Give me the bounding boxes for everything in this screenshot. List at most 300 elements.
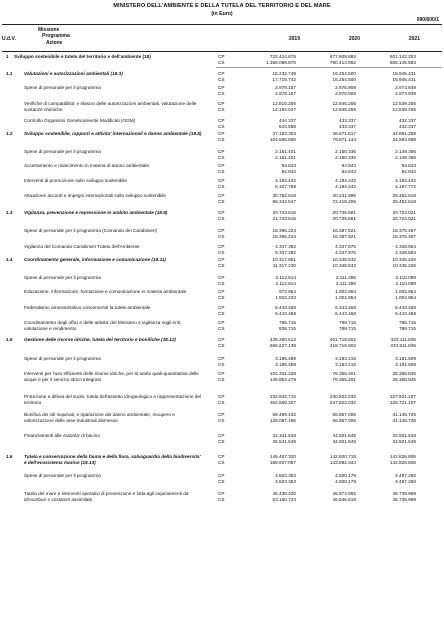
cp-value: 4.194.442 [335,178,356,183]
row-values-2019 [240,71,296,82]
row-kind: CP CS [218,275,225,286]
cs-value: 433.337 [339,123,356,129]
cp-value: 12.539.255 [392,101,416,106]
row-kind: CP CS [218,101,225,112]
cp-value: 34.891.259 [392,131,416,136]
row-udv: 1.5 [6,337,13,342]
cs-value: 4.197.772 [395,183,416,189]
row-kind: CP CS [218,54,225,65]
cp-value: 30.231.996 [332,193,356,198]
cp-value: 45.436.420 [272,491,296,496]
row-label: Valutazioni e autorizzazioni ambientali (18.3) [24,71,123,76]
cs-value: 17.715.742 [272,76,296,82]
row-values-2021 [360,473,416,484]
row-values-2019 [240,491,296,502]
row-label: Gestione delle risorse idriche, tutela del territorio e bonifiche (18.12) [24,337,176,342]
cs-value: 96.342.547 [272,198,296,204]
row-values-2019 [240,228,296,239]
cs-value: 3.185.489 [275,361,296,367]
cp-value: 37.193.304 [272,131,296,136]
row-values-2021 [360,257,416,268]
cs-value: 6.443.468 [335,310,356,316]
cs-value: 11.317.230 [272,262,296,268]
cp-value: 4.194.442 [395,178,416,183]
row-values-2019 [240,257,296,268]
cp-value: 16.375.467 [392,228,416,233]
row-values-2019 [240,193,296,204]
row-values-2021 [360,85,416,96]
row-values-2020 [300,71,356,82]
row-values-2020 [300,320,356,331]
row-values-2019 [240,54,296,65]
row-values-2019 [240,210,296,221]
row-label: Sviluppo sostenibile e tutela del territorio e dell'ambiente (18) [14,54,151,59]
row-values-2020 [300,394,356,405]
row-values-2021 [360,149,416,160]
cp-value: 4.500.179 [335,473,356,478]
cs-value: 28.452.618 [392,198,416,204]
row-label: Bonifica dei siti inquinati, e riparazione del danno ambientale, recupero e valorizzazione delle aree industriali dismesse [24,412,175,423]
cs-value: 94.843 [341,168,356,174]
row-label: Tutela del mare e interventi operativi di prevenzione e lotta agli inquinamenti da idrocarburi e sostanze assimilate [24,491,189,502]
row-values-2021 [360,275,416,286]
cp-value: 56.857.005 [332,412,356,417]
row-udv: 1.1 [6,71,13,76]
cp-value: 3.181.509 [395,356,416,361]
header-year-2019: 2019 [288,36,300,42]
cp-value: 45.739.999 [392,491,416,496]
row-values-2021 [360,54,416,65]
cp-value: 16.254.500 [332,71,356,76]
header-udv: U.d.V. [2,36,16,42]
row-kind: CP CS [218,337,225,348]
row-values-2020 [300,305,356,316]
row-label: Controllo Organismi Geneticamente Modificati (OGM) [24,118,136,123]
cs-value: 364.558.327 [269,399,296,405]
cs-value: 76.355.401 [332,376,356,382]
cp-value: 16.396.224 [272,228,296,233]
cs-value: 21.743.616 [272,215,296,221]
cs-value: 12.845.255 [332,106,356,112]
row-values-2020 [300,149,356,160]
cp-value: 34.341.649 [272,433,296,438]
cp-value: 6.443.468 [335,305,356,310]
row-values-2019 [240,305,296,316]
row-kind: CP CS [218,178,225,189]
row-values-2019 [240,244,296,255]
row-values-2019 [240,473,296,484]
cp-value: 227.921.107 [389,394,416,399]
row-values-2019 [240,178,296,189]
row-label: Spese di personale per il programma (Comando dei Carabinieri) [24,228,158,233]
header-missione-programma-azione [38,27,70,46]
cs-value: 2.973.839 [395,90,416,96]
cs-value: 143.892.344 [329,459,356,465]
row-values-2019 [240,275,296,286]
cp-value: 2.973.839 [395,85,416,90]
cp-value: 142.920.718 [329,454,356,459]
cp-value: 94.843 [281,163,296,168]
row-label: Interventi di promozione sullo sviluppo sostenibile [24,178,127,183]
cp-value: 1.002.954 [395,289,416,294]
cp-value: 20.743.616 [272,210,296,215]
cp-value: 333.111.836 [390,337,416,342]
cs-value: 104.696.550 [269,136,296,142]
row-values-2019 [240,118,296,129]
cs-value: 2.149.356 [395,154,416,160]
row-values-2020 [300,412,356,423]
cp-value: 3.185.489 [275,356,296,361]
row-values-2019 [240,289,296,300]
cs-value: 26.358.845 [392,376,416,382]
cp-value: 230.822.032 [329,394,356,399]
cp-value: 45.874.992 [332,491,356,496]
cp-value: 232.942.715 [269,394,296,399]
cs-value: 2.151.401 [275,154,296,160]
cs-value: 53.160.743 [272,496,296,502]
row-values-2021 [360,118,416,129]
cs-value: 247.822.032 [329,399,356,405]
row-label: Sviluppo sostenibile, rapporti e attivita' internazionali e danno ambientale (18.5) [24,131,202,136]
row-kind: CP CS [218,131,225,142]
cs-value: 142.826.806 [389,459,416,465]
row-values-2019 [240,163,296,174]
row-values-2019 [240,356,296,367]
cs-value: 94.843 [401,168,416,174]
cs-value: 35.541.649 [272,438,296,444]
header-programma: Programma [42,33,70,40]
row-udv: 1.4 [6,257,13,262]
header-azione: Azione [46,39,63,46]
row-label: Tutela e conservazione della fauna e della flora, salvaguardia della biodiversita' e dell'ecosistema marino (18.13) [24,454,201,465]
row-values-2021 [360,491,416,502]
row-values-2020 [300,491,356,502]
cs-value: 146.854.478 [269,376,296,382]
row-values-2020 [300,210,356,221]
cp-value: 722.424.876 [269,54,296,59]
row-values-2019 [240,101,296,112]
report-title: MINISTERO DELL'AMBIENTE E DELLA TUTELA DEL TERRITORIO E DEL MARE [113,3,331,9]
row-kind: CP CS [218,433,225,444]
row-kind: CP CS [218,320,225,331]
cp-value: 4.497.260 [395,473,416,478]
cs-value: 20.724.021 [392,215,416,221]
cs-value: 1.002.954 [395,294,416,300]
header-missione: Missione [38,27,60,33]
row-values-2021 [360,371,416,382]
row-kind: CP CS [218,193,225,204]
row-kind: CP CS [218,454,225,465]
cs-value: 666.227.139 [269,342,296,348]
cs-value: 4.500.179 [335,478,356,484]
cp-value: 6.443.468 [395,305,416,310]
cp-value: 435.290.613 [269,337,296,342]
cs-value: 2.975.908 [335,90,356,96]
cs-value: 46.846.618 [332,496,356,502]
cp-value: 432.337 [399,118,416,123]
row-label: Vigilanza, prevenzione e repressione in ambito ambientale (18.8) [24,210,168,215]
cs-value: 3.183.415 [335,361,356,367]
row-values-2019 [240,149,296,160]
row-label: Spese di personale per il programma [24,275,101,280]
row-udv: 1 [6,54,9,59]
cs-value: 12.539.255 [392,106,416,112]
row-label: Spese di personale per il programma [24,85,101,90]
row-label: Attuazione accordi e impegni internazionali sullo sviluppo sostenibile [24,193,167,198]
row-values-2021 [360,131,416,142]
row-values-2021 [360,228,416,239]
cp-value: 41.148.726 [392,412,416,417]
row-values-2019 [240,394,296,405]
row-values-2021 [360,178,416,189]
row-values-2021 [360,101,416,112]
row-kind: CP CS [218,71,225,82]
report-subtitle: (in Euro) [211,11,233,17]
cp-value: 2.150.336 [335,149,356,154]
row-values-2021 [360,433,416,444]
row-kind: CP CS [218,228,225,239]
row-values-2021 [360,71,416,82]
cs-value: 4.347.970 [335,249,356,255]
cp-value: 20.735.681 [332,210,356,215]
row-values-2021 [360,163,416,174]
cs-value: 10.345.226 [392,262,416,268]
row-values-2019 [240,433,296,444]
row-values-2021 [360,454,416,465]
cp-value: 1.002.954 [335,289,356,294]
row-values-2020 [300,433,356,444]
row-values-2021 [360,337,416,348]
row-values-2020 [300,228,356,239]
row-values-2020 [300,178,356,189]
row-values-2020 [300,257,356,268]
cs-value: 15.945.431 [392,76,416,82]
row-kind: CP CS [218,257,225,268]
cs-value: 2.978.157 [275,90,296,96]
row-kind: CP CS [218,412,225,423]
cs-value: 16.396.224 [272,233,296,239]
row-kind: CP CS [218,210,225,221]
cp-value: 26.358.845 [392,371,416,376]
cp-value: 788.715 [399,320,416,325]
cp-value: 2.111.395 [335,275,356,280]
cs-value: 838.715 [279,325,296,331]
cs-value: 2.112.814 [275,280,296,286]
row-kind: CP CS [218,491,225,502]
row-kind: CP CS [218,244,225,255]
cp-value: 94.843 [341,163,356,168]
cs-value: 34.501.649 [392,438,416,444]
cp-value: 10.317.951 [272,257,296,262]
row-label: Interventi per l'uso efficiente delle risorse idriche, per la tutela quali-quantitativa delle acque e per il servizio idrico integrato [24,371,199,382]
row-kind: CP CS [218,305,225,316]
row-values-2020 [300,473,356,484]
row-label: Educazione, informazione, formazione e comunicazione in materia ambientale [24,289,187,294]
row-values-2019 [240,131,296,142]
cp-value: 433.337 [339,118,356,123]
row-values-2021 [360,356,416,367]
cp-value: 34.501.649 [392,433,416,438]
cs-value: 56.857.005 [332,417,356,423]
cs-value: 1.002.954 [335,294,356,300]
cp-value: 3.183.415 [335,356,356,361]
cp-value: 4.348.554 [395,244,416,249]
cp-value: 601.142.253 [389,54,416,59]
row-values-2021 [360,244,416,255]
cp-value: 2.110.089 [395,275,416,280]
cp-value: 12.845.255 [332,101,356,106]
row-values-2019 [240,85,296,96]
cp-value: 36.671.617 [332,131,356,136]
cs-value: 168.937.057 [269,459,296,465]
row-values-2021 [360,394,416,405]
cp-value: 2.149.356 [395,149,416,154]
cp-value: 4.503.353 [275,473,296,478]
cp-value: 12.810.255 [272,101,296,106]
row-values-2021 [360,320,416,331]
row-kind: CP CS [218,356,225,367]
cp-value: 30.752.618 [272,193,296,198]
cs-value: 788.715 [399,325,416,331]
row-kind: CP CS [218,289,225,300]
row-values-2020 [300,244,356,255]
cp-value: 2.978.157 [275,85,296,90]
cp-value: 2.112.814 [275,275,296,280]
cs-value: 16.254.500 [332,76,356,82]
cp-value: 2.975.908 [335,85,356,90]
cp-value: 6.443.468 [275,305,296,310]
cs-value: 78.871.144 [332,136,356,142]
cp-value: 34.501.649 [332,433,356,438]
row-values-2020 [300,371,356,382]
cp-value: 28.452.618 [392,193,416,198]
cp-value: 104.331.328 [269,371,296,376]
row-label: Federalismo amministrativo concernente la tutele ambientale [24,305,151,310]
row-values-2020 [300,163,356,174]
cs-value: 2.111.395 [335,280,356,286]
cp-value: 16.232.749 [272,71,296,76]
row-values-2020 [300,454,356,465]
cp-value: 401.719.502 [329,337,356,342]
row-values-2020 [300,54,356,65]
cs-value: 34.501.649 [332,438,356,444]
cs-value: 3.181.509 [395,361,416,367]
cp-value: 4.347.392 [275,244,296,249]
cs-value: 41.148.726 [392,417,416,423]
cs-value: 10.348.532 [332,262,356,268]
cs-value: 20.735.681 [332,215,356,221]
row-label: Coordinamento degli uffici e delle attivita' del Ministero e vigilanza sugli enti, valutazione e rendimento [24,320,182,331]
table-header [2,24,442,52]
cs-value: 1.368.099.870 [266,59,296,65]
cp-value: 145.467.320 [269,454,296,459]
row-values-2019 [240,320,296,331]
row-values-2020 [300,131,356,142]
cs-value: 16.375.467 [392,233,416,239]
cp-value: 4.194.442 [275,178,296,183]
cs-value: 228.721.107 [389,399,416,405]
row-kind: CP CS [218,163,225,174]
row-label: Verifiche di compatibilita' e rilascio delle autorizzazioni ambientali, valutazione delle sostanze chimiche [24,101,197,112]
divider [216,67,442,68]
cs-value: 4.497.260 [395,478,416,484]
row-label: Coordinamento generale, informazione e comunicazione (18.11) [24,257,166,262]
row-label: Protezione e difesa del suolo, tutela dell'assetto idrogeologico e rappresentazione del territorio [24,394,202,405]
cp-value: 788.715 [279,320,296,325]
row-values-2020 [300,289,356,300]
cs-value: 543.558 [279,123,296,129]
cs-value: 72.418.206 [332,198,356,204]
cp-value: 142.826.806 [389,454,416,459]
cs-value: 128.087.196 [269,417,296,423]
row-values-2020 [300,85,356,96]
row-label: Finanziamenti alle Autorita' di bacino [24,433,100,438]
row-kind: CP CS [218,85,225,96]
cp-value: 788.715 [339,320,356,325]
cp-value: 16.387.921 [332,228,356,233]
cs-value: 432.337 [399,123,416,129]
cs-value: 94.843 [281,168,296,174]
row-label: Spese di personale per il programma [24,473,101,478]
cp-value: 15.945.431 [392,71,416,76]
cs-value: 14.194.027 [272,106,296,112]
cs-value: 6.443.468 [275,310,296,316]
row-udv: 1.2 [6,131,13,136]
row-values-2020 [300,356,356,367]
cs-value: 5.347.392 [275,249,296,255]
cp-value: 2.151.401 [275,149,296,154]
cs-value: 780.413.982 [329,59,356,65]
cs-value: 45.739.999 [392,496,416,502]
row-udv: 1.6 [6,454,13,459]
row-kind: CP CS [218,371,225,382]
row-values-2020 [300,337,356,348]
row-values-2020 [300,118,356,129]
row-values-2019 [240,337,296,348]
row-values-2021 [360,305,416,316]
row-label: Accertamento e risarcimento in materia di danno ambientale [24,163,150,168]
cp-value: 10.348.532 [332,257,356,262]
row-values-2019 [240,371,296,382]
row-values-2020 [300,101,356,112]
row-kind: CP CS [218,118,225,129]
row-values-2020 [300,193,356,204]
row-values-2021 [360,210,416,221]
cs-value: 605.145.583 [389,59,416,65]
header-year-2021: 2021 [408,36,420,42]
cp-value: 58.489.432 [272,412,296,417]
cs-value: 4.503.353 [275,478,296,484]
row-label: Spese di personale per il programma [24,356,101,361]
document-code: 090/600/1 [416,17,439,23]
cs-value: 418.719.502 [329,342,356,348]
row-label: Spese di personale per il programma [24,149,101,154]
cp-value: 4.347.970 [335,244,356,249]
cs-value: 2.110.089 [395,280,416,286]
row-kind: CP CS [218,149,225,160]
cs-value: 1.922.233 [275,294,296,300]
cp-value: 444.337 [279,118,296,123]
row-values-2019 [240,412,296,423]
cs-value: 16.387.921 [332,233,356,239]
row-values-2021 [360,193,416,204]
row-udv: 1.3 [6,210,13,215]
cs-value: 4.348.554 [395,249,416,255]
row-kind: CP CS [218,473,225,484]
cs-value: 6.107.759 [275,183,296,189]
row-values-2019 [240,454,296,465]
row-values-2021 [360,412,416,423]
